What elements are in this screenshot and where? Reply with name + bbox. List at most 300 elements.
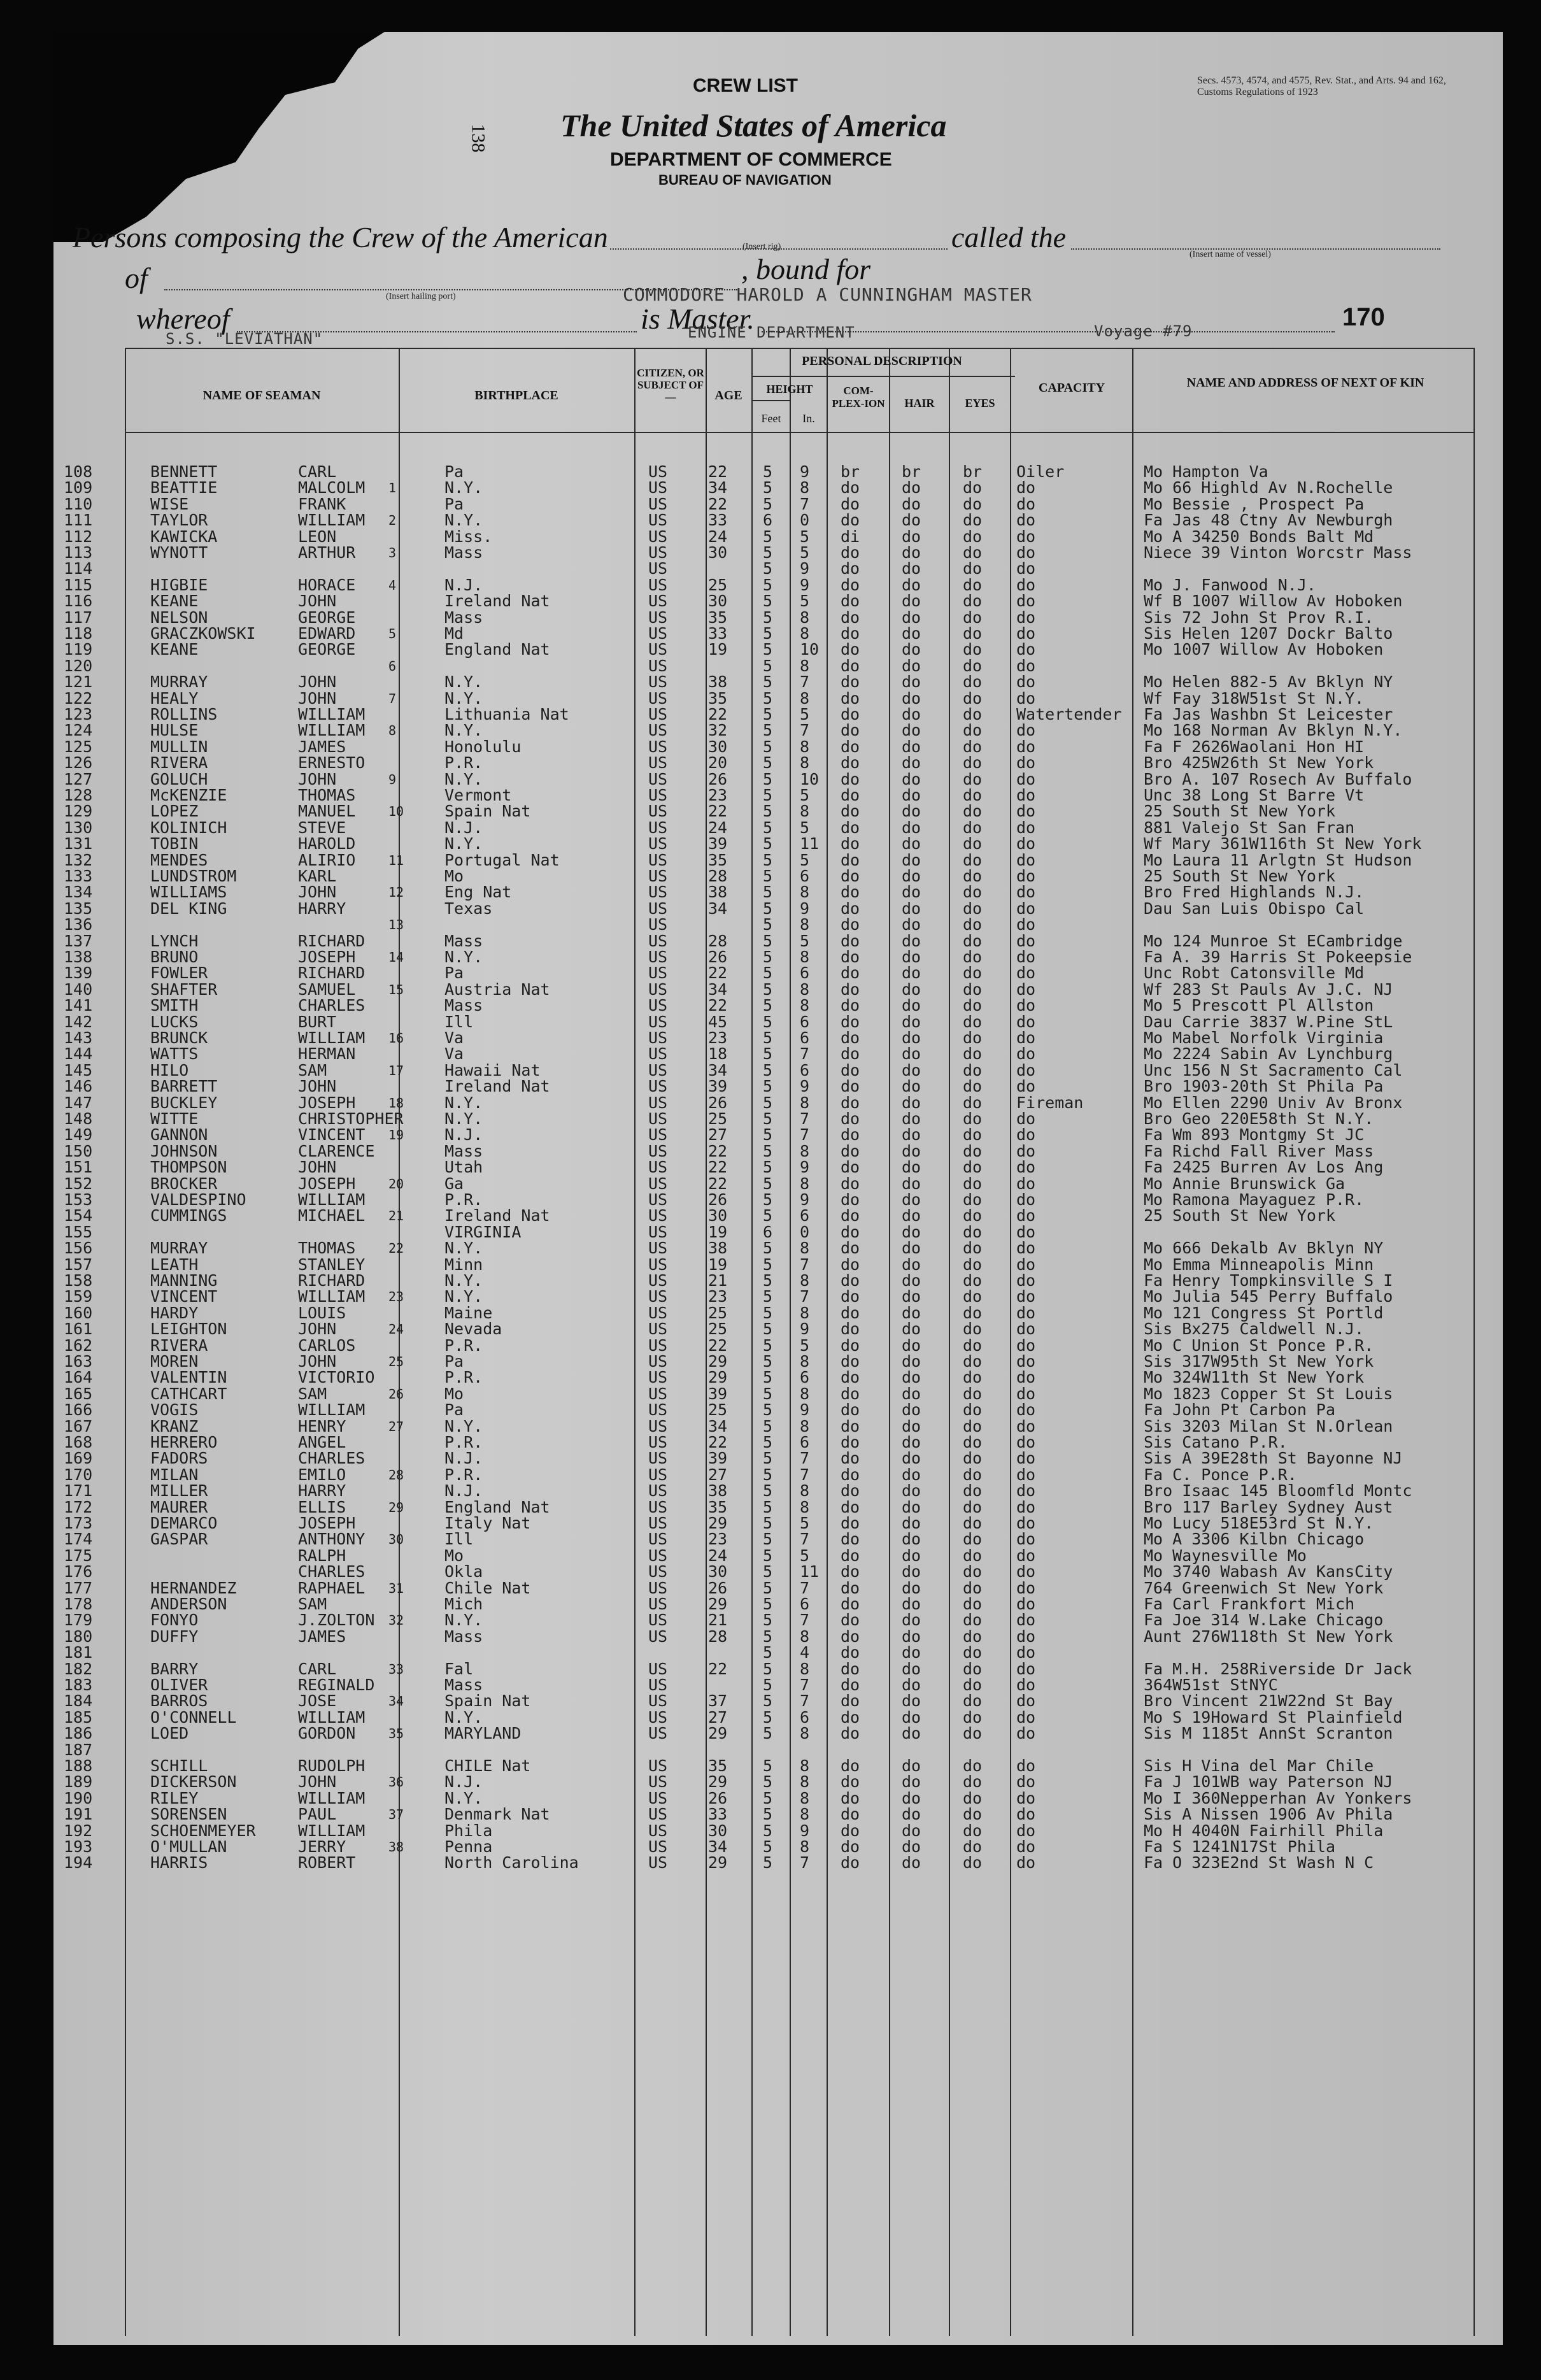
birthplace: Chile Nat xyxy=(444,1579,531,1597)
hair: br xyxy=(902,462,921,481)
age: 29 xyxy=(708,1514,728,1532)
row-number: 156 xyxy=(64,1239,93,1257)
citizenship: US xyxy=(648,1206,668,1225)
hair: do xyxy=(902,899,921,918)
seaman-last-name: VALDESPINO xyxy=(150,1190,246,1209)
eyes: do xyxy=(963,883,983,901)
age: 23 xyxy=(708,1029,728,1047)
seaman-first-name: JERRY xyxy=(298,1837,346,1856)
table-row xyxy=(53,1564,1503,1580)
next-of-kin: Sis Helen 1207 Dockr Balto xyxy=(1144,624,1393,643)
next-of-kin: Sis H Vina del Mar Chile xyxy=(1144,1756,1374,1775)
next-of-kin: Fa J 101WB way Paterson NJ xyxy=(1144,1772,1393,1791)
hair: do xyxy=(902,1579,921,1597)
capacity: do xyxy=(1016,559,1036,578)
seaman-last-name: CUMMINGS xyxy=(150,1206,227,1225)
seaman-first-name: HENRY xyxy=(298,1417,346,1436)
height-feet: 5 xyxy=(763,624,773,643)
eyes: do xyxy=(963,1304,983,1322)
margin-number: 16 xyxy=(388,1030,404,1046)
capacity: do xyxy=(1016,1708,1036,1727)
next-of-kin: 764 Greenwich St New York xyxy=(1144,1579,1384,1597)
height-feet: 5 xyxy=(763,559,773,578)
height-inches: 6 xyxy=(800,1433,810,1451)
height-feet: 5 xyxy=(763,1465,773,1484)
height-inches: 8 xyxy=(800,980,810,999)
seaman-first-name: ROBERT xyxy=(298,1853,356,1872)
birthplace: Honolulu xyxy=(444,738,522,756)
row-number: 134 xyxy=(64,883,93,901)
citizenship: US xyxy=(648,592,668,610)
seaman-first-name: RUDOLPH xyxy=(298,1756,366,1775)
seaman-last-name: DEMARCO xyxy=(150,1514,218,1532)
hair: do xyxy=(902,851,921,869)
capacity: do xyxy=(1016,1611,1036,1629)
seaman-last-name: SMITH xyxy=(150,996,199,1015)
height-feet: 5 xyxy=(763,818,773,837)
height-inches: 7 xyxy=(800,673,810,691)
seaman-last-name: NELSON xyxy=(150,608,208,627)
eyes: do xyxy=(963,964,983,982)
seaman-last-name: CATHCART xyxy=(150,1385,227,1403)
hair: do xyxy=(902,770,921,788)
height-inches: 7 xyxy=(800,1465,810,1484)
ship-name: S.S. "LEVIATHAN" xyxy=(166,330,323,348)
age: 27 xyxy=(708,1125,728,1144)
row-number: 148 xyxy=(64,1109,93,1128)
capacity: do xyxy=(1016,1336,1036,1355)
capacity: do xyxy=(1016,1627,1036,1646)
complexion: do xyxy=(841,1627,860,1646)
seaman-first-name: STANLEY xyxy=(298,1255,366,1274)
seaman-first-name: LOUIS xyxy=(298,1304,346,1322)
age: 28 xyxy=(708,1627,728,1646)
table-row xyxy=(53,1693,1503,1709)
height-feet: 5 xyxy=(763,738,773,756)
birthplace: N.J. xyxy=(444,1772,483,1791)
next-of-kin: Mo 324W11th St New York xyxy=(1144,1368,1365,1386)
row-number: 146 xyxy=(64,1077,93,1095)
capacity: do xyxy=(1016,1465,1036,1484)
birthplace: Maine xyxy=(444,1304,493,1322)
height-inches: 7 xyxy=(800,1579,810,1597)
age: 25 xyxy=(708,1304,728,1322)
birthplace: Mo xyxy=(444,1385,464,1403)
eyes: do xyxy=(963,899,983,918)
age: 34 xyxy=(708,1417,728,1436)
height-inches: 8 xyxy=(800,689,810,708)
seaman-first-name: GORDON xyxy=(298,1724,356,1742)
personal-desc-divider xyxy=(751,376,1015,377)
table-row xyxy=(53,1806,1503,1823)
seaman-last-name: HULSE xyxy=(150,721,199,739)
row-number: 132 xyxy=(64,851,93,869)
seaman-first-name: RICHARD xyxy=(298,932,366,950)
complexion: do xyxy=(841,1772,860,1791)
hair: do xyxy=(902,721,921,739)
country-heading: The United States of America xyxy=(560,108,947,143)
complexion: do xyxy=(841,657,860,675)
eyes: do xyxy=(963,1546,983,1565)
capacity: do xyxy=(1016,1772,1036,1791)
next-of-kin: Mo 124 Munroe St ECambridge xyxy=(1144,932,1403,950)
height-feet: 6 xyxy=(763,1223,773,1241)
capacity: do xyxy=(1016,1190,1036,1209)
crew-statement-start: Persons composing the Crew of the American xyxy=(73,221,608,253)
eyes: do xyxy=(963,1255,983,1274)
hair: do xyxy=(902,1029,921,1047)
age: 25 xyxy=(708,1320,728,1338)
seaman-first-name: SAM xyxy=(298,1385,327,1403)
complexion: do xyxy=(841,964,860,982)
row-number: 155 xyxy=(64,1223,93,1241)
age: 39 xyxy=(708,1449,728,1467)
complexion: do xyxy=(841,996,860,1015)
margin-number: 15 xyxy=(388,982,404,997)
citizenship: US xyxy=(648,1465,668,1484)
height-feet: 5 xyxy=(763,462,773,481)
seaman-last-name: HARDY xyxy=(150,1304,199,1322)
complexion: do xyxy=(841,511,860,529)
row-number: 138 xyxy=(64,948,93,966)
age: 20 xyxy=(708,753,728,772)
height-feet: 5 xyxy=(763,495,773,513)
citizenship: US xyxy=(648,673,668,691)
hair: do xyxy=(902,932,921,950)
seaman-last-name: GANNON xyxy=(150,1125,208,1144)
seaman-last-name: RILEY xyxy=(150,1789,199,1807)
next-of-kin: Fa O 323E2nd St Wash N C xyxy=(1144,1853,1374,1872)
hair: do xyxy=(902,948,921,966)
seaman-last-name: WISE xyxy=(150,495,189,513)
hair: do xyxy=(902,1724,921,1742)
complexion: do xyxy=(841,1595,860,1613)
birthplace: P.R. xyxy=(444,1368,483,1386)
height-feet: 5 xyxy=(763,770,773,788)
eyes: do xyxy=(963,673,983,691)
citizenship: US xyxy=(648,1498,668,1516)
row-number: 136 xyxy=(64,915,93,934)
hair: do xyxy=(902,1708,921,1727)
citizenship: US xyxy=(648,1125,668,1144)
eyes: do xyxy=(963,1756,983,1775)
bound-for-label: , bound for xyxy=(741,253,871,285)
seaman-first-name: HARRY xyxy=(298,1481,346,1500)
complexion: do xyxy=(841,1385,860,1403)
complexion: do xyxy=(841,592,860,610)
hair: do xyxy=(902,1676,921,1694)
eyes: do xyxy=(963,1385,983,1403)
margin-number: 34 xyxy=(388,1693,404,1709)
seaman-first-name: ARTHUR xyxy=(298,543,356,562)
height-feet: 5 xyxy=(763,1417,773,1436)
height-inches: 8 xyxy=(800,624,810,643)
table-row xyxy=(53,1774,1503,1790)
eyes: do xyxy=(963,996,983,1015)
hair: do xyxy=(902,1336,921,1355)
citizenship: US xyxy=(648,576,668,594)
col-height-header: HEIGHT xyxy=(766,383,813,395)
hair: do xyxy=(902,1417,921,1436)
height-inches: 8 xyxy=(800,802,810,820)
next-of-kin: Sis A Nissen 1906 Av Phila xyxy=(1144,1805,1393,1823)
seaman-last-name: OLIVER xyxy=(150,1676,208,1694)
eyes: do xyxy=(963,592,983,610)
eyes: do xyxy=(963,1465,983,1484)
eyes: do xyxy=(963,1336,983,1355)
birthplace: N.J. xyxy=(444,576,483,594)
citizenship: US xyxy=(648,899,668,918)
birthplace: Va xyxy=(444,1044,464,1063)
eyes: do xyxy=(963,1174,983,1193)
row-number: 160 xyxy=(64,1304,93,1322)
birthplace: Minn xyxy=(444,1255,483,1274)
citizenship: US xyxy=(648,834,668,853)
birthplace: Ill xyxy=(444,1530,474,1548)
next-of-kin: Mo 3740 Wabash Av KansCity xyxy=(1144,1562,1393,1581)
hair: do xyxy=(902,818,921,837)
seaman-first-name: MALCOLM xyxy=(298,478,366,497)
hair: do xyxy=(902,738,921,756)
complexion: do xyxy=(841,640,860,659)
eyes: do xyxy=(963,1676,983,1694)
height-feet: 5 xyxy=(763,705,773,723)
next-of-kin: Mo Emma Minneapolis Minn xyxy=(1144,1255,1374,1274)
next-of-kin: Bro A. 107 Rosech Av Buffalo xyxy=(1144,770,1412,788)
birthplace: Denmark Nat xyxy=(444,1805,550,1823)
capacity: do xyxy=(1016,657,1036,675)
rig-hint: (Insert rig) xyxy=(742,242,781,252)
capacity: do xyxy=(1016,1481,1036,1500)
eyes: do xyxy=(963,1142,983,1160)
capacity: do xyxy=(1016,1368,1036,1386)
hair: do xyxy=(902,1142,921,1160)
capacity: do xyxy=(1016,1417,1036,1436)
height-feet: 5 xyxy=(763,608,773,627)
seaman-first-name: VINCENT xyxy=(298,1125,366,1144)
height-inches: 7 xyxy=(800,1611,810,1629)
capacity: do xyxy=(1016,1206,1036,1225)
seaman-first-name: JOSEPH xyxy=(298,948,356,966)
row-number: 177 xyxy=(64,1579,93,1597)
next-of-kin: Fa M.H. 258Riverside Dr Jack xyxy=(1144,1660,1412,1678)
seaman-last-name: LEIGHTON xyxy=(150,1320,227,1338)
seaman-last-name: BRUNCK xyxy=(150,1029,208,1047)
citizenship: US xyxy=(648,1514,668,1532)
capacity: do xyxy=(1016,1853,1036,1872)
height-feet: 5 xyxy=(763,576,773,594)
hair: do xyxy=(902,1013,921,1031)
next-of-kin: Fa Richd Fall River Mass xyxy=(1144,1142,1374,1160)
row-number: 174 xyxy=(64,1530,93,1548)
capacity: do xyxy=(1016,1029,1036,1047)
row-number: 187 xyxy=(64,1741,93,1759)
complexion: do xyxy=(841,1125,860,1144)
height-inches: 8 xyxy=(800,996,810,1015)
seaman-last-name: BARRY xyxy=(150,1660,199,1678)
complexion: do xyxy=(841,1174,860,1193)
height-feet: 5 xyxy=(763,1304,773,1322)
height-inches: 8 xyxy=(800,1805,810,1823)
citizenship: US xyxy=(648,1174,668,1193)
age: 34 xyxy=(708,1061,728,1080)
seaman-last-name: VINCENT xyxy=(150,1287,218,1306)
capacity: do xyxy=(1016,527,1036,546)
next-of-kin: Mo 1823 Copper St St Louis xyxy=(1144,1385,1393,1403)
citizenship: US xyxy=(648,883,668,901)
complexion: do xyxy=(841,1044,860,1063)
height-feet: 5 xyxy=(763,657,773,675)
age: 32 xyxy=(708,721,728,739)
capacity: do xyxy=(1016,721,1036,739)
height-inches: 8 xyxy=(800,1756,810,1775)
eyes: do xyxy=(963,527,983,546)
table-row xyxy=(53,1078,1503,1095)
capacity: do xyxy=(1016,770,1036,788)
height-feet: 5 xyxy=(763,867,773,885)
eyes: do xyxy=(963,576,983,594)
capacity: do xyxy=(1016,1837,1036,1856)
height-feet: 5 xyxy=(763,1756,773,1775)
age: 38 xyxy=(708,673,728,691)
capacity: Watertender xyxy=(1016,705,1122,723)
eyes: do xyxy=(963,1837,983,1856)
seaman-first-name: JOSEPH xyxy=(298,1174,356,1193)
capacity: do xyxy=(1016,1255,1036,1274)
statute-reference: Secs. 4573, 4574, and 4575, Rev. Stat., and Arts. 94 and 162, Customs Regulations of 1923 xyxy=(1197,75,1446,97)
row-number: 123 xyxy=(64,705,93,723)
height-inches: 9 xyxy=(800,1320,810,1338)
height-feet: 5 xyxy=(763,1660,773,1678)
citizenship: US xyxy=(648,495,668,513)
margin-number: 3 xyxy=(388,545,397,560)
next-of-kin: Sis 72 John St Prov R.I. xyxy=(1144,608,1374,627)
age: 22 xyxy=(708,462,728,481)
margin-number: 31 xyxy=(388,1581,404,1596)
height-inches: 7 xyxy=(800,1692,810,1710)
next-of-kin: Sis 3203 Milan St N.Orlean xyxy=(1144,1417,1393,1436)
citizenship: US xyxy=(648,851,668,869)
hair: do xyxy=(902,867,921,885)
height-inches: 9 xyxy=(800,576,810,594)
next-of-kin: Mo J. Fanwood N.J. xyxy=(1144,576,1316,594)
next-of-kin: 881 Valejo St San Fran xyxy=(1144,818,1355,837)
complexion: do xyxy=(841,1498,860,1516)
row-number: 181 xyxy=(64,1643,93,1662)
col-birthplace-header: BIRTHPLACE xyxy=(474,388,558,403)
citizenship: US xyxy=(648,543,668,562)
citizenship: US xyxy=(648,462,668,481)
table-row xyxy=(53,1240,1503,1257)
bureau-heading: BUREAU OF NAVIGATION xyxy=(658,172,832,188)
age: 33 xyxy=(708,1805,728,1823)
age: 30 xyxy=(708,1821,728,1840)
height-inches: 7 xyxy=(800,1109,810,1128)
complexion: do xyxy=(841,1287,860,1306)
citizenship: US xyxy=(648,1142,668,1160)
page-number: 170 xyxy=(1342,303,1385,331)
age: 35 xyxy=(708,1498,728,1516)
capacity: do xyxy=(1016,1449,1036,1467)
eyes: do xyxy=(963,1514,983,1532)
birthplace: P.R. xyxy=(444,1190,483,1209)
eyes: do xyxy=(963,1481,983,1500)
height-inches: 8 xyxy=(800,1271,810,1290)
seaman-first-name: JOHN xyxy=(298,673,337,691)
capacity: do xyxy=(1016,1077,1036,1095)
eyes: do xyxy=(963,1643,983,1662)
eyes: do xyxy=(963,1449,983,1467)
capacity: do xyxy=(1016,834,1036,853)
complexion: do xyxy=(841,786,860,804)
seaman-last-name: KEANE xyxy=(150,592,199,610)
next-of-kin: Mo S 19Howard St Plainfield xyxy=(1144,1708,1403,1727)
next-of-kin: Unc 38 Long St Barre Vt xyxy=(1144,786,1365,804)
table-row xyxy=(53,1321,1503,1337)
height-inches: 7 xyxy=(800,1530,810,1548)
port-hint: (Insert hailing port) xyxy=(386,292,456,301)
birthplace: Mass xyxy=(444,1142,483,1160)
complexion: do xyxy=(841,753,860,772)
row-number: 143 xyxy=(64,1029,93,1047)
birthplace: England Nat xyxy=(444,640,550,659)
height-feet: 5 xyxy=(763,1271,773,1290)
margin-number: 35 xyxy=(388,1726,404,1741)
table-row xyxy=(53,1855,1503,1871)
capacity: do xyxy=(1016,1109,1036,1128)
height-feet: 5 xyxy=(763,1433,773,1451)
next-of-kin: Fa Carl Frankfort Mich xyxy=(1144,1595,1355,1613)
height-feet: 5 xyxy=(763,1190,773,1209)
row-number: 188 xyxy=(64,1756,93,1775)
hair: do xyxy=(902,1433,921,1451)
eyes: do xyxy=(963,1077,983,1095)
capacity: do xyxy=(1016,1320,1036,1338)
citizenship: US xyxy=(648,996,668,1015)
capacity: do xyxy=(1016,1643,1036,1662)
height-feet: 5 xyxy=(763,1077,773,1095)
complexion: do xyxy=(841,1676,860,1694)
seaman-first-name: SAM xyxy=(298,1595,327,1613)
margin-number: 37 xyxy=(388,1807,404,1822)
height-feet: 5 xyxy=(763,1724,773,1742)
seaman-last-name: HERRERO xyxy=(150,1433,218,1451)
height-feet: 5 xyxy=(763,527,773,546)
birthplace: Pa xyxy=(444,495,464,513)
age: 45 xyxy=(708,1013,728,1031)
citizenship: US xyxy=(648,786,668,804)
next-of-kin: Mo 2224 Sabin Av Lynchburg xyxy=(1144,1044,1393,1063)
hair: do xyxy=(902,1611,921,1629)
citizenship: US xyxy=(648,1579,668,1597)
eyes: do xyxy=(963,1530,983,1548)
citizenship: US xyxy=(648,657,668,675)
complexion: do xyxy=(841,1724,860,1742)
table-row xyxy=(53,560,1503,577)
complexion: do xyxy=(841,1352,860,1371)
capacity: do xyxy=(1016,996,1036,1015)
seaman-last-name: TAYLOR xyxy=(150,511,208,529)
height-feet: 5 xyxy=(763,673,773,691)
margin-number: 10 xyxy=(388,804,404,819)
seaman-last-name: GRACZKOWSKI xyxy=(150,624,256,643)
complexion: do xyxy=(841,1206,860,1225)
hair: do xyxy=(902,1692,921,1710)
citizenship: US xyxy=(648,867,668,885)
table-row xyxy=(53,916,1503,933)
citizenship: US xyxy=(648,1320,668,1338)
table-row xyxy=(53,1208,1503,1224)
